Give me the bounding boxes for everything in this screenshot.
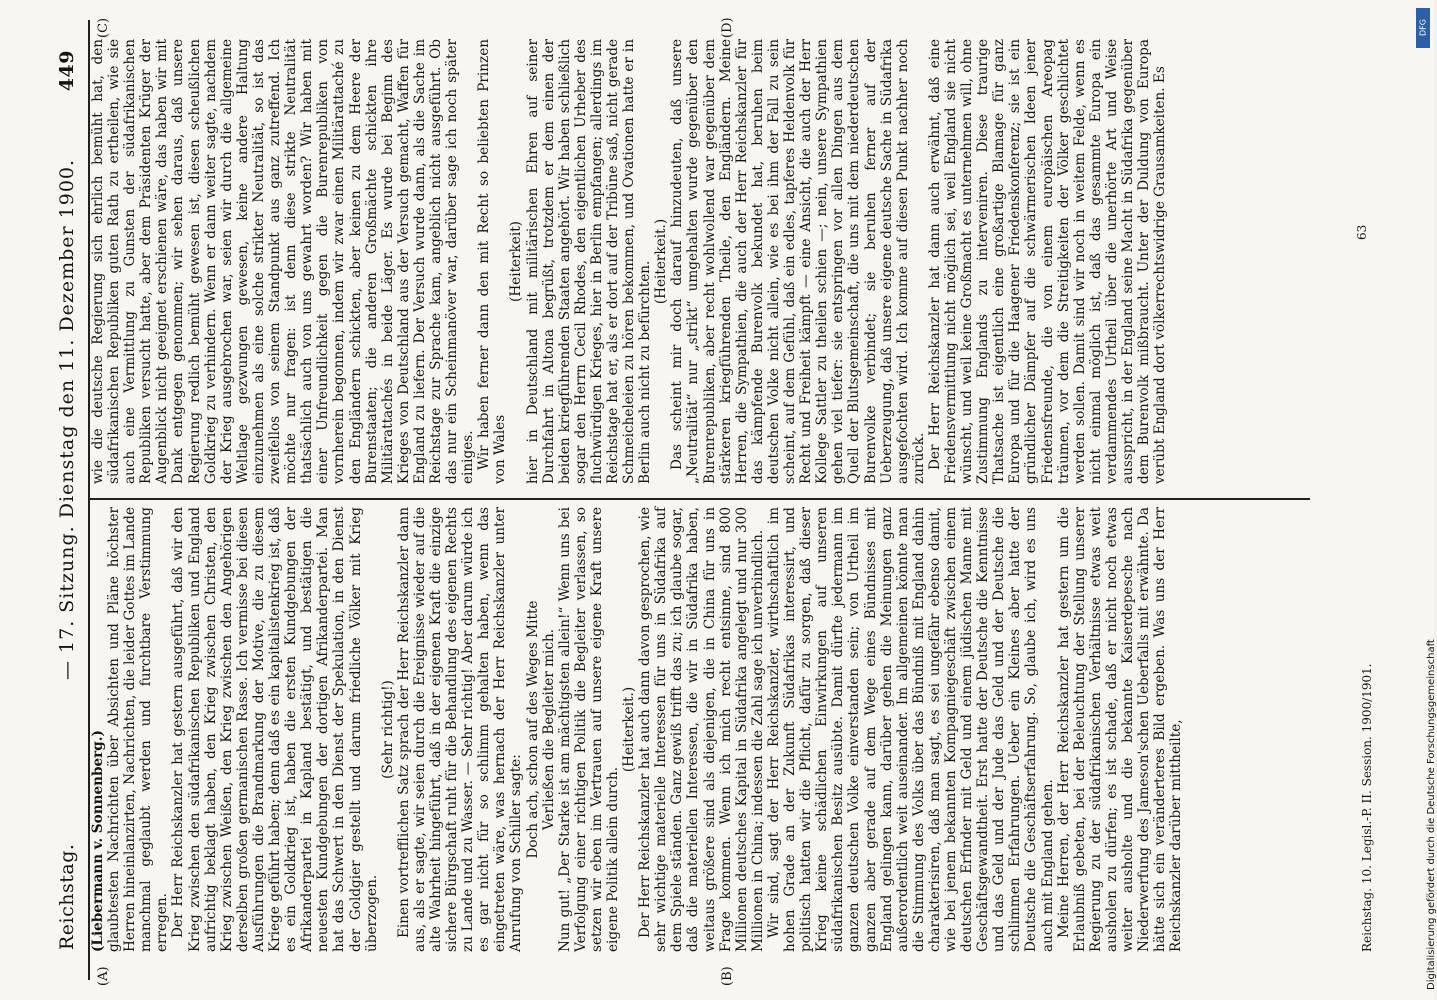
paragraph: Meine Herren, der Herr Reichskanzler hat gestern um die Erlaubniß gebeten, bei der Beleuchtung der Stellung unserer Regierung zu der südafrikanischen Verhältnisse etwas weit ausholen zu dürfen; es ist schade, daß er nicht noch etwas weiter ausholte und die bekannte Kaiserdepesche nach Niederwerfung des Jameson'schen Ueberfalls mit erwähnte. Da hätte sich ein veränderteres Bild ergeben. Was uns der Herr Reichskanzler darüber mittheilte, bbox=[1055, 507, 1185, 952]
footer-note: Reichstag. 10. Legisl.-P. II. Session. 1900/1901. bbox=[1360, 663, 1374, 952]
margin-letter-b: (B) bbox=[720, 966, 735, 986]
paragraph: wie die deutsche Regierung sich ehrlich bemüht hat, den südafrikanischen Republiken guten Rath zu ertheilen, wie sie auch eine Vermittlung zu Gunsten der südafrikanischen Republiken versucht hatte, aber dem Präsidenten Krüger der Augenblick nicht geeignet erschienen wäre, das haben wir mit Dank entgegen genommen; wir sehen daraus, daß unsere Regierung redlich bemüht gewesen ist, diesen scheußlichen Goldkrieg zu verhindern. Wenn er dann weiter sagte, nachdem der Krieg ausgebrochen war, seien wir durch die allgemeine Weltlage gezwungen gewesen, keine andere Haltung einzunehmen als eine solche strikter Neutralität, so ist das zweifellos von seinem Standpunkt aus ganz zutreffend. Ich möchte nur fragen: ist denn diese strikte Neutralität thatsächlich auch von uns gewahrt worden? Wir haben mit einer Unfreundlichkeit gegen die Burenrepubliken von vornherein begonnen, indem wir zwar einen Militärattaché zu den Engländern schickten, aber keinen zu dem Heere der Burenstaaten; die anderen Großmächte schickten ihre Militärattachés in beide Läger. Es wurde bei Beginn des Krieges von Deutschland aus der Versuch gemacht, Waffen für England zu liefern. Der Versuch wurde dann, als die Sache im Reichstage zur Sprache kam, angeblich nicht ausgeführt. Ob das nur ein Scheinmanöver war, darüber sage ich noch später einiges. bbox=[90, 39, 477, 484]
speaker-name: (Liebermann v. Sonnenberg.) bbox=[90, 730, 106, 952]
paragraph: Nun gut! „Der Starke ist am mächtigsten allein!“ Wenn uns bei Verfolgung einer richtigen Politik die Begleiter verlassen, so setzen wir eben im Vertrauen auf unsere eigene Kraft unsere eigene Politik allein durch. bbox=[556, 507, 621, 952]
paragraph: Wir sind, sagt der Herr Reichskanzler, wirthschaftlich im hohen Grade an der Zukunft Südafrikas interessirt, und politisch hatten wir die Pflicht, dafür zu sorgen, daß dieser Krieg keine schädlichen Einwirkungen auf unseren südafrikanischen Besitz ausübte. Damit dürfte jedermann im ganzen deutschen Volke einverstanden sein; von Urtheil im ganzen aber gerade auf dem Wege eines Bündnisses mit England gelingen kann, darüber gehen die Meinungen ganz außerordentlich weit auseinander. Im allgemeinen könnte man die Stimmung des Volks über das Bündniß mit England dahin charakterisiren, daß man sagt, es sei ungefähr ebenso damit, wie bei jenem bekannten Kompagniegeschäft zwischen einem deutschen Erfinder mit Geld und einem jüdischen Manne mit Geschäftsgewandtheit. Erst hatte der Deutsche die Kenntnisse und das Geld und der Jude das Geld und der Deutsche die schlimmen Erfahrungen. Ueber ein Kleines aber hatte der Deutsche die Geschäftserfahrung. So, glaube ich, wird es uns auch mit England gehen. bbox=[765, 507, 1056, 952]
dfg-logo: DFG bbox=[1416, 8, 1430, 48]
margin-letter-a: (A) bbox=[96, 966, 111, 986]
header-center: — 17. Sitzung. Dienstag den 11. Dezember 1900. bbox=[56, 158, 78, 680]
right-column bbox=[90, 39, 1168, 484]
page-header bbox=[56, 20, 86, 980]
signature-number: 63 bbox=[1355, 224, 1369, 240]
interjection: (Heiterkeit.) bbox=[621, 686, 638, 773]
paragraph: Der Herr Reichskanzler hat gestern ausgeführt, daß wir den Krieg zwischen den südafrikanischen Republiken und England aufrichtig beklagt haben, den Krieg zwischen Christen, den Krieg zwischen Weißen, den Krieg zwischen den Angehörigen derselben großen germanischen Rasse. Ich vermisse bei diesen Ausführungen die Brandmarkung der Motive, die zu diesem Kriege geführt haben; denn daß es ein kapitalistenkrieg ist, daß es ein Goldkrieg ist, haben die ersten Kundgebungen der Afrikanderpartei in Kapland bestätigt, und bestätigen die neuesten Kundgebungen der dortigen Afrikanderpartei. Man hat das Schwert in den Dienst der Spekulation, in den Dienst der Goldgier gestellt und darum friedliche Völker mit Krieg überzogen. bbox=[170, 507, 380, 952]
paragraph: Wir haben ferner dann den mit Recht so beliebten Prinzen von Wales bbox=[476, 39, 509, 484]
paragraph: Das scheint mir doch darauf hinzudeuten, daß unsere „Neutralität“ nur „strikt“ umgehalten wurde gegenüber den Burenrepubliken, aber recht wohlwollend war gegenüber dem stärkeren kriegführenden Theile, den Engländern. Meine Herren, die Sympathien, die auch der Herr Reichskanzler für das kämpfende Burenvolk bekundet hat, beruhen beim deutschen Volke nicht allein, wie es bei ihm der Fall zu sein scheint, auf dem Gefühl, daß ein edles, tapferes Heldenvolk für Recht und Freiheit kämpft — eine Ansicht, die auch der Herr Kollege Sattler zu theilen schien —; nein, unsere Sympathien gehen viel tiefer: sie entspringen vor allen Dingen aus dem Quell der Blutsgemeinschaft, die uns mit dem niederdeutschen Burenvolke verbindet; sie beruhen ferner auf der Ueberzeugung, daß unsere eigene deutsche Sache in Südafrika ausgefochten wird. Ich komme auf diesen Punkt nachher noch zurück. bbox=[669, 39, 927, 484]
left-column bbox=[90, 507, 1184, 952]
page-number: 449 bbox=[56, 50, 78, 92]
header-left: Reichstag. bbox=[56, 843, 78, 950]
interjection: Verließen die Begleiter mich. bbox=[540, 628, 557, 831]
paragraph: Einen vortrefflichen Satz sprach der Herr Reichskanzler dann aus, als er sagte, wir seien durch die Ereignisse wieder auf die alte Wahrheit hingeführt, daß in der eigenen Kraft die einzige sichere Bürgschaft ruht für die Behandlung des eigenen Rechts zu Lande und zu Wasser. — Sehr richtig! Aber darum würde ich es gar nicht für so schlimm gehalten haben, wenn das eingetreten wäre, was hernach der Herr Reichskanzler unter Anrufung von Schiller sagte: bbox=[395, 507, 525, 952]
paragraph: glaubtesten Nachrichten über Absichten und Pläne höchster Herren hineinlanzirten, Nachrichten, die leider Gottes im Lande manchmal geglaubt werden und furchtbare Verstimmung erregen. bbox=[106, 507, 171, 952]
paragraph: Der Herr Reichskanzler hat dann auch erwähnt, daß eine Friedensvermittlung nicht möglich sei, weil England sie nicht wünscht, und weil keine Großmacht es unternehmen will, ohne Zustimmung Englands zu interveniren. Diese traurige Thatsache ist eigentlich eine großartige Blamage für ganz Europa und für die Haagener Friedenskonferenz; sie ist ein gründlicher Dämpfer auf die schwärmerischen Ideen jener Friedensfreunde, die von einem europäischen Areopag träumen, vor dem die Streitigkeiten der Völker geschlichtet werden sollen. Damit sind wir noch in weitem Felde, wenn es nicht einmal möglich ist, daß das gesammte Europa ein verdammendes Urtheil über die unerhörte Art und Weise ausspricht, in der England seine Macht in Südafrika gegenüber dem Burenvolk mißbraucht. Unter der Duldung von Europa verübt England dort völkerrechtswidrige Grausamkeiten. Es bbox=[926, 39, 1169, 484]
margin-letter-c: (C) bbox=[96, 17, 111, 38]
interjection: (Sehr richtig!) bbox=[379, 680, 396, 779]
paragraph: hier in Deutschland mit militärischen Ehren auf seiner Durchfahrt in Altona begrüßt, trotzdem er dem einen der beiden kriegführenden Staaten angehört. Wir haben schließlich sogar den Herrn Cecil Rhodes, den eigentlichen Urheber des fluchwürdigen Krieges, hier in Berlin empfangen; allerdings im Reichstage hat er, als er dort auf der Tribüne saß, nicht gerade Schmeicheleien zu hören bekommen, und Ovationen hatte er in Berlin auch nicht zu befürchten. bbox=[524, 39, 654, 484]
column-divider bbox=[90, 499, 1310, 501]
interjection: Doch ach, schon auf des Weges Mitte bbox=[524, 600, 541, 859]
credit-strip bbox=[1412, 0, 1437, 1000]
margin-letter-d: (D) bbox=[720, 17, 735, 38]
credit-text: Digitalisierung gefördert durch die Deutsche Forschungsgemeinschaft bbox=[1426, 639, 1437, 990]
interjection: (Heiterkeit) bbox=[508, 221, 525, 302]
interjection: (Heiterkeit.) bbox=[653, 218, 670, 305]
paragraph: Der Herr Reichskanzler hat auch dann davon gesprochen, wie sehr wichtige materielle Interessen für uns in Südafrika auf dem Spiele ständen. Ganz gewiß trifft das zu; ich glaube sogar, daß die materiellen Interessen, die wir in Südafrika haben, weitaus größere sind als diejenigen, die in China für uns in Frage kommen. Wenn ich mich recht entsinne, sind 800 Millionen deutsches Kapital in Südafrika angelegt und nur 300 Millionen in China; indessen die Zahl sage ich unverbindlich. bbox=[637, 507, 766, 952]
